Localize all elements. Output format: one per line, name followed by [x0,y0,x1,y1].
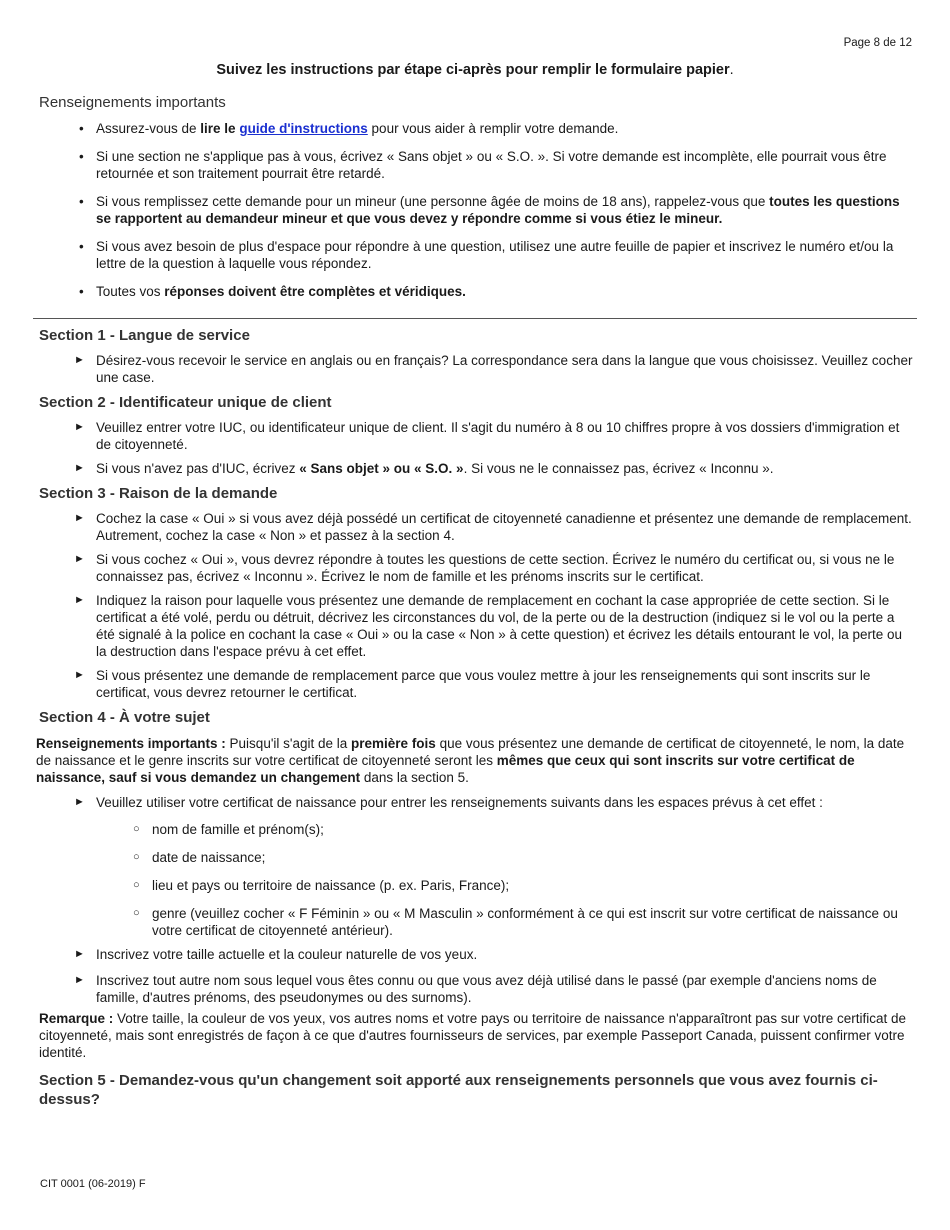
section-4-remark [39,1010,913,1061]
list-item [74,551,913,585]
section-1-list [39,352,913,386]
triangle-bullet-icon: ► [74,512,85,524]
list-item [74,972,913,1006]
list-item [74,946,913,963]
intro-bold-text: première fois [351,736,436,751]
item-bold-text: lire le [200,121,240,136]
triangle-bullet-icon: ► [74,553,85,565]
item-text: Si vous avez besoin de plus d'espace pour répondre à une question, utilisez une autre feuille de papier et inscrivez le numéro et/ou la lettre de la question à laquelle vous répondez. [96,239,894,271]
list-item [74,794,913,939]
form-code: CIT 0001 (06-2019) F [40,1178,146,1190]
important-info-block [39,94,913,311]
intro-label: Renseignements importants : [36,736,226,751]
page-heading [0,62,950,78]
heading-period: . [729,62,734,78]
bullet-dot-icon: • [79,284,84,299]
circle-bullet-icon: ○ [133,823,140,835]
item-text: Toutes vos [96,284,165,299]
triangle-bullet-icon: ► [74,669,85,681]
item-text: Si vous remplissez cette demande pour un mineur (une personne âgée de moins de 18 ans), rappelez-vous que [96,194,770,209]
item-text: Si vous cochez « Oui », vous devrez répondre à toutes les questions de cette section. Écrivez le numéro du certificat ou, si vous ne le connaissez pas, écrivez « Inconnu ». Écrivez le nom de famille et les prénoms inscrits sur le certificat. [96,552,895,584]
item-text: Si vous n'avez pas d'IUC, écrivez [96,461,300,476]
triangle-bullet-icon: ► [74,796,85,808]
list-item [79,148,913,182]
important-info-list [39,120,913,300]
item-text: Si une section ne s'applique pas à vous, écrivez « Sans objet » ou « S.O. ». Si votre demande est incomplète, elle pourrait vous être retournée et son traitement pourrait être retardé. [96,149,887,181]
important-info-title: Renseignements importants [39,94,226,111]
section-3-title: Section 3 - Raison de la demande [39,485,278,502]
bullet-dot-icon: • [79,239,84,254]
intro-bold-text: mêmes que ceux qui sont inscrits sur votre certificat de naissance, sauf si vous demandez un changement [36,753,855,785]
circle-bullet-icon: ○ [133,851,140,863]
sub-item-text: genre (veuillez cocher « F Féminin » ou « M Masculin » conformément à ce qui est inscrit sur votre certificat de naissance ou votre certificat de citoyenneté antérieur). [152,906,898,938]
list-item [79,193,913,227]
section-1-title: Section 1 - Langue de service [39,327,250,344]
list-item [79,120,913,137]
item-bold-text: toutes les questions se rapportent au demandeur mineur et que vous devez y répondre comme si vous étiez le mineur. [96,194,900,226]
sub-item-text: lieu et pays ou territoire de naissance (p. ex. Paris, France); [152,878,510,893]
item-text: Cochez la case « Oui » si vous avez déjà possédé un certificat de citoyenneté canadienne et présentez une demande de remplacement. Autrement, cochez la case « Non » et passez à la section 4. [96,511,912,543]
heading-text: Suivez les instructions par étape ci-après pour remplir le formulaire papier [216,62,730,78]
triangle-bullet-icon: ► [74,974,85,986]
sub-list-item [133,821,913,838]
item-text: Si vous présentez une demande de remplacement parce que vous voulez mettre à jour les renseignements qui sont inscrits sur le certificat, vous devrez retourner le certificat. [96,668,871,700]
item-text: Inscrivez tout autre nom sous lequel vous êtes connu ou que vous avez déjà utilisé dans le passé (par exemple d'anciens noms de famille, d'autres prénoms, des pseudonymes ou des surnoms). [96,973,877,1005]
sub-list-item [133,877,913,894]
section-4-sublist [96,821,913,939]
intro-text: que vous présentez une demande de certificat de citoyenneté, le nom, la date de naissance et le genre inscrits sur votre certificat de citoyenneté seront les [36,736,905,768]
section-4-intro [36,735,913,786]
section-divider [33,318,917,319]
circle-bullet-icon: ○ [133,879,140,891]
bullet-dot-icon: • [79,194,84,209]
triangle-bullet-icon: ► [74,354,85,366]
intro-text: Puisqu'il s'agit de la [225,736,352,751]
circle-bullet-icon: ○ [133,907,140,919]
sub-item-text: date de naissance; [152,850,266,865]
list-item [74,667,913,701]
remark-text: Votre taille, la couleur de vos yeux, vos autres noms et votre pays ou territoire de naissance n'apparaîtront pas sur votre certificat de citoyenneté, mais sont enregistrés de façon à ce que d'autres fournisseurs de services, par exemple Passeport Canada, puissent confirmer votre identité. [39,1011,907,1060]
list-item [79,238,913,272]
page-number: Page 8 de 12 [843,37,912,49]
section-2-list [39,419,913,477]
list-item [74,460,913,477]
section-2-title: Section 2 - Identificateur unique de client [39,394,332,411]
list-item [79,283,913,300]
section-3-list [39,510,913,701]
item-bold-text: réponses doivent être complètes et véridiques. [164,284,466,299]
item-text-end: . Si vous ne le connaissez pas, écrivez « Inconnu ». [463,461,774,476]
section-5-title: Section 5 - Demandez-vous qu'un changement soit apporté aux renseignements personnels que vous avez fournis ci-dessus? [39,1072,878,1108]
list-item [74,592,913,660]
item-text: Veuillez entrer votre IUC, ou identificateur unique de client. Il s'agit du numéro à 8 ou 10 chiffres propre à vos dossiers d'immigration et de citoyenneté. [96,420,900,452]
remark-label: Remarque : [39,1011,114,1026]
list-item [74,352,913,386]
list-item [74,510,913,544]
bullet-dot-icon: • [79,121,84,136]
triangle-bullet-icon: ► [74,462,85,474]
item-text: Indiquez la raison pour laquelle vous présentez une demande de remplacement en cochant la case appropriée de cette section. Si le certificat a été volé, perdu ou détruit, décrivez les circonstances du vol, de la perte ou de la destruction (indiquez si le vol ou la perte a été signalé à la police en cochant la case « Oui » ou la case « Non » à cette question) et écrivez les détails entourant le vol, la perte ou la destruction dans l'espace prévu à cet effet. [96,593,902,659]
triangle-bullet-icon: ► [74,421,85,433]
list-item [74,419,913,453]
triangle-bullet-icon: ► [74,594,85,606]
bullet-dot-icon: • [79,149,84,164]
section-4-title: Section 4 - À votre sujet [39,709,210,726]
triangle-bullet-icon: ► [74,948,85,960]
sub-list-item [133,905,913,939]
item-text: Désirez-vous recevoir le service en anglais ou en français? La correspondance sera dans la langue que vous choisissez. Veuillez cocher une case. [96,353,913,385]
sub-list-item [133,849,913,866]
item-text: Veuillez utiliser votre certificat de naissance pour entrer les renseignements suivants dans les espaces prévus à cet effet : [96,795,823,810]
item-bold-text: « Sans objet » ou « S.O. » [299,461,464,476]
sections-block [36,326,913,1109]
item-text-end: pour vous aider à remplir votre demande. [367,121,619,136]
item-text: Assurez-vous de [96,121,201,136]
sub-item-text: nom de famille et prénom(s); [152,822,324,837]
intro-text-end: dans la section 5. [360,770,469,785]
guide-instructions-link[interactable]: guide d'instructions [239,121,368,136]
section-4-list [39,794,913,1006]
item-text: Inscrivez votre taille actuelle et la couleur naturelle de vos yeux. [96,947,478,962]
